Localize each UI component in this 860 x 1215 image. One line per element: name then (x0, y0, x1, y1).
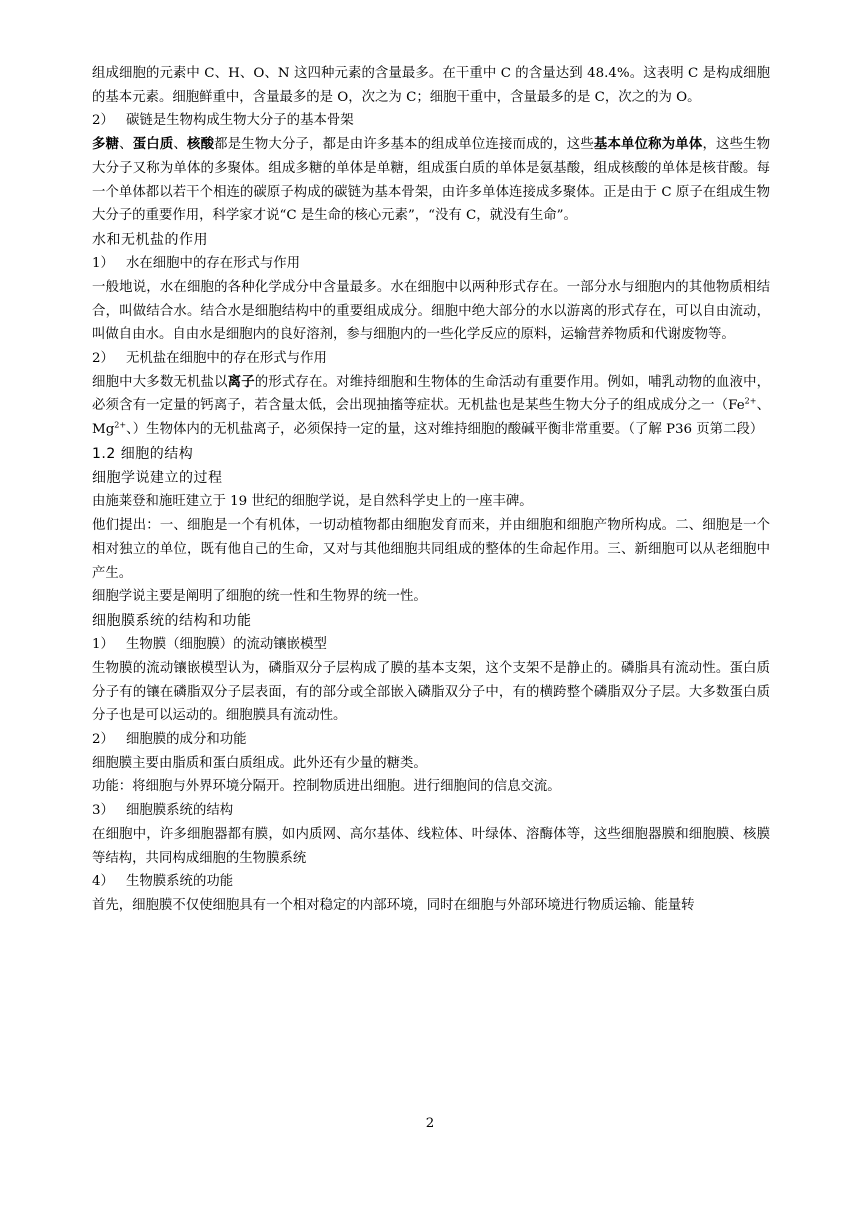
item-number: 1） (92, 256, 114, 272)
text-run: 组成细胞的元素中 C、H、O、N 这四种元素的含量最多。在干重中 C 的含量达到 48.4%。这表明 C 是构成细胞的基本元素。细胞鲜重中，含量最多的是 O，次之为 C；细胞干重中，含量最多的是 C，次之的为 O。 (92, 66, 770, 105)
bold-text: 核酸 (187, 136, 215, 153)
text-run: 都是生物大分子，都是由许多基本的组成单位连接而成的，这些 (214, 137, 594, 153)
text-run: 细胞膜系统的结构 (126, 803, 234, 819)
text-run: 细胞膜系统的结构和功能 (92, 612, 252, 629)
text-run: 水和无机盐的作用 (92, 231, 208, 248)
item-number: 2） (92, 351, 114, 367)
bold-text: 多糖 (92, 136, 120, 153)
paragraph (92, 514, 770, 585)
paragraph (92, 371, 770, 442)
text-run: 在细胞中，许多细胞器都有膜，如内质网、高尔基体、线粒体、叶绿体、溶酶体等，这些细胞器膜和细胞膜、核膜等结构，共同构成细胞的生物膜系统 (92, 826, 770, 866)
text-run: 、Mg (92, 398, 771, 438)
text-run: 生物膜的流动镶嵌模型认为，磷脂双分子层构成了膜的基本支架，这个支架不是静止的。磷脂具有流动性。蛋白质分子有的镶在磷脂双分子层表面，有的部分或全部嵌入磷脂双分子中，有的横跨整个磷脂双分子层。大多数蛋白质分子也是可以运动的。细胞膜具有流动性。 (92, 660, 770, 724)
text-run: 细胞膜主要由脂质和蛋白质组成。此外还有少量的糖类。 (92, 755, 427, 771)
text-run: 、 (173, 137, 187, 153)
section-heading (92, 228, 770, 252)
text-run: 细胞学说建立的过程 (92, 470, 223, 487)
item-number: 1） (92, 637, 114, 653)
text-run: 碳链是生物构成生物大分子的基本骨架 (126, 113, 354, 129)
text-run: 功能：将细胞与外界环境分隔开。控制物质进出细胞。进行细胞间的信息交流。 (92, 779, 561, 795)
numbered-subheading (92, 347, 770, 371)
paragraph (92, 775, 770, 799)
item-number: 2） (92, 732, 114, 748)
bold-text: 蛋白质 (132, 136, 174, 153)
numbered-subheading (92, 633, 770, 657)
text-run: 水在细胞中的存在形式与作用 (126, 256, 301, 272)
section-heading (92, 442, 770, 466)
paragraph (92, 894, 770, 918)
paragraph (92, 62, 770, 109)
text-run: 一般地说，水在细胞的各种化学成分中含量最多。水在细胞中以两种形式存在。一部分水与细胞内的其他物质相结合，叫做结合水。结合水是细胞结构中的重要组成成分。细胞中绝大部分的水以游离的形式存在，可以自由流动，叫做自由水。自由水是细胞内的良好溶剂，参与细胞内的一些化学反应的原料，运输营养物质和代谢废物等。 (92, 279, 770, 343)
paragraph (92, 657, 770, 728)
text-run: 、 (119, 137, 133, 153)
text-run: 生物膜系统的功能 (126, 874, 234, 890)
paragraph (92, 490, 770, 514)
section-heading (92, 609, 770, 633)
numbered-subheading (92, 109, 770, 133)
page-number: 2 (425, 1116, 435, 1131)
text-run: 1.2 细胞的结构 (92, 445, 194, 462)
paragraph (92, 823, 770, 870)
text-run: ，这些生物大分子又称为单体的多聚体。组成多糖的单体是单糖，组成蛋白质的单体是氨基酸，组成核酸的单体是核苷酸。每一个单体都以若干个相连的碳原子构成的碳链为基本骨架，由许多单体连接成多聚体。正是由于 C 原子在组成生物大分子的重要作用，科学家才说“C 是生命的核心元素”，“没有 C，就没有生命”。 (92, 137, 771, 224)
numbered-subheading (92, 252, 770, 276)
numbered-subheading (92, 728, 770, 752)
text-run: 首先，细胞膜不仅使细胞具有一个相对稳定的内部环境，同时在细胞与外部环境进行物质运输、能量转 (92, 897, 695, 913)
paragraph (92, 276, 770, 347)
text-run: 细胞中大多数无机盐以 (92, 374, 228, 390)
text-run: 细胞膜的成分和功能 (126, 732, 247, 748)
bold-text: 基本单位称为单体 (593, 136, 703, 153)
text-run: 的形式存在。对维持细胞和生物体的生命活动有重要作用。例如，哺乳动物的血液中，必须含有一定量的钙离子，若含量太低，会出现抽搐等症状。无机盐也是某些生物大分子的组成成分之一（Fe (92, 374, 771, 414)
paragraph (92, 585, 770, 609)
bold-text: 离子 (227, 373, 255, 390)
item-number: 4） (92, 874, 114, 890)
paragraph (92, 133, 770, 228)
item-number: 3） (92, 803, 114, 819)
item-number: 2） (92, 113, 114, 129)
section-heading (92, 466, 770, 490)
text-run: 生物膜（细胞膜）的流动镶嵌模型 (126, 637, 327, 653)
paragraph (92, 752, 770, 776)
text-run: 他们提出：一、细胞是一个有机体，一切动植物都由细胞发育而来，并由细胞和细胞产物所构成。二、细胞是一个相对独立的单位，既有他自己的生命，又对与其他细胞共同组成的整体的生命起作用。三、新细胞可以从老细胞中产生。 (92, 518, 770, 581)
numbered-subheading (92, 799, 770, 823)
text-run: 、）生物体内的无机盐离子，必须保持一定的量，这对维持细胞的酸碱平衡非常重要。（了解 P36 页第二段） (126, 422, 764, 438)
text-run: 细胞学说主要是阐明了细胞的统一性和生物界的统一性。 (92, 589, 427, 605)
superscript: 2+ (114, 420, 127, 430)
numbered-subheading (92, 870, 770, 894)
document-body (92, 62, 770, 918)
text-run: 无机盐在细胞中的存在形式与作用 (126, 351, 327, 367)
superscript: 2+ (744, 396, 757, 406)
text-run: 由施莱登和施旺建立于 19 世纪的细胞学说，是自然科学史上的一座丰碑。 (92, 494, 533, 510)
